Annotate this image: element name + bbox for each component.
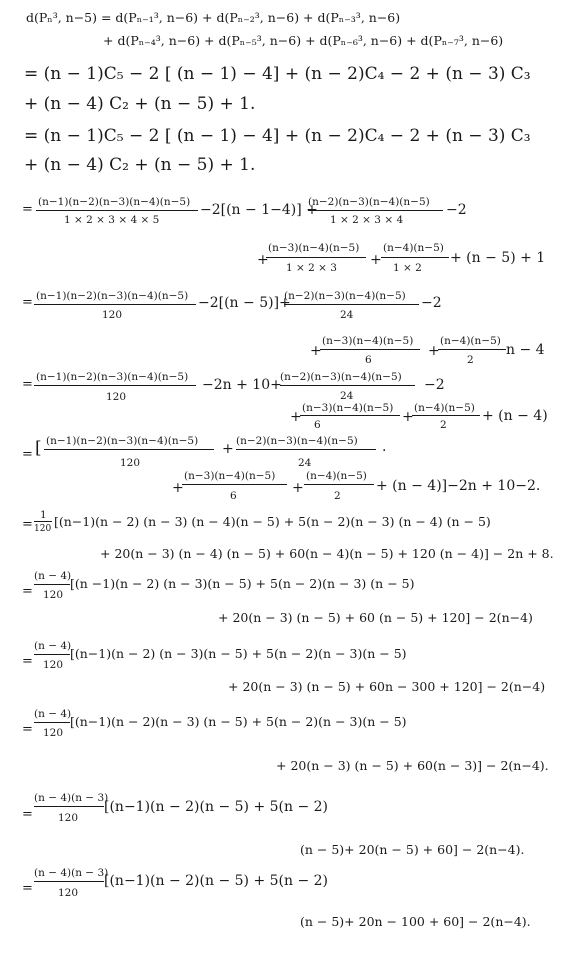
fraction [236,435,376,471]
term: −2 [421,295,442,311]
numerator: (n−4)(n−5) [383,242,444,254]
fraction [280,371,415,405]
fraction-bar [266,257,366,258]
denominator: 24 [340,390,354,402]
fraction [34,290,196,324]
numerator: (n − 4) [34,640,72,652]
fraction [34,708,70,742]
plus-sign: + [428,343,440,359]
numerator: (n−2)(n−3)(n−4)(n−5) [284,290,406,302]
fraction-bar [381,257,449,258]
denominator: 120 [120,457,141,469]
term: [(n−1)(n − 2)(n − 5) + 5(n − 2) [104,799,329,815]
fraction-bar [34,654,70,655]
fraction [34,640,70,674]
plus-sign: + [172,480,184,496]
numerator: (n − 4) [34,570,72,582]
equation-line-5: = (n − 1)C₅ − 2 [ (n − 1) − 4] + (n − 2)C₄ − 2 + (n − 3) C₃ [24,126,531,146]
numerator: (n−2)(n−3)(n−4)(n−5) [236,435,358,447]
fraction-bar [320,349,420,350]
fraction-bar [34,385,196,386]
term: −2n + 10+ [202,377,282,393]
numerator: 1 [40,509,47,521]
denominator: 6 [314,419,321,431]
numerator: (n−3)(n−4)(n−5) [184,470,276,482]
term: −2 [446,202,467,218]
term: −2[(n − 5)]+ [198,295,291,311]
fraction-bar [34,881,104,882]
fraction [34,371,196,405]
numerator: (n−1)(n−2)(n−3)(n−4)(n−5) [46,435,199,447]
fraction [266,242,366,276]
numerator: (n−1)(n−2)(n−3)(n−4)(n−5) [38,196,191,208]
term: [(n−1)(n − 2)(n − 3) (n − 5) + 5(n − 2)(n − 3)(n − 5) [70,714,407,729]
fraction [284,290,419,324]
fraction [34,867,109,901]
plus-sign: + [222,441,234,457]
fraction [34,509,52,539]
numerator: (n−2)(n−3)(n−4)(n−5) [280,371,402,383]
equation-line-4: + (n − 4) C₂ + (n − 5) + 1. [24,94,256,114]
denominator: 24 [340,309,354,321]
numerator: (n − 4) [34,708,72,720]
equals-sign: = [22,881,33,896]
denominator: 120 [43,589,64,601]
equals-sign: = [22,447,33,462]
plus-sign: + [370,252,382,268]
equals-sign: = [22,584,33,599]
term: + (n − 5) + 1 [450,250,546,266]
equation-line-1: d(Pₙ³, n−5) = d(Pₙ₋₁³, n−6) + d(Pₙ₋₂³, n−6) + d(Pₙ₋₃³, n−6) [26,10,401,25]
fraction-bar [236,449,376,450]
fraction [381,242,449,276]
plus-sign: + [292,480,304,496]
term: (n − 5)+ 20n − 100 + 60] − 2(n−4). [300,914,531,929]
plus-sign: + [257,252,269,268]
equation-line-6: + (n − 4) C₂ + (n − 5) + 1. [24,155,256,175]
term: [(n −1)(n − 2) (n − 3)(n − 5) + 5(n − 2)(n − 3) (n − 5) [70,576,415,591]
denominator: 120 [102,309,123,321]
denominator: 120 [106,391,127,403]
numerator: (n−4)(n−5) [440,335,501,347]
term: −2[(n − 1−4)] + [200,202,318,218]
numerator: (n − 4)(n − 3) [34,867,109,879]
fraction-bar [300,415,400,416]
fraction-bar [182,484,287,485]
term: [(n−1)(n − 2) (n − 3)(n − 5) + 5(n − 2)(n − 3)(n − 5) [70,646,407,661]
equals-sign: = [22,377,33,392]
equals-sign: = [22,722,33,737]
fraction [308,196,443,228]
term: [(n−1)(n − 2) (n − 3) (n − 4)(n − 5) + 5(n − 2)(n − 3) (n − 4) (n − 5) [54,514,491,529]
term: n − 4 [506,342,545,358]
denominator: 120 [58,812,79,824]
term: + (n − 4)]−2n + 10−2. [376,478,541,494]
fraction-bar [412,415,480,416]
plus-sign: + [310,343,322,359]
numerator: (n − 4)(n − 3) [34,792,109,804]
term: + 20(n − 3) (n − 5) + 60 (n − 5) + 120] − 2(n−4) [218,610,533,625]
term: + 20(n − 3) (n − 4) (n − 5) + 60(n − 4)(n − 5) + 120 (n − 4)] − 2n + 8. [100,546,554,561]
fraction-bar [284,304,419,305]
term: + 20(n − 3) (n − 5) + 60n − 300 + 120] − 2(n−4) [228,679,546,694]
equals-sign: = [22,202,33,217]
numerator: (n−4)(n−5) [414,402,475,414]
numerator: (n−3)(n−4)(n−5) [322,335,414,347]
fraction-bar [34,304,196,305]
equals-sign: = [22,807,33,822]
term: −2 [424,377,445,393]
plus-sign: + [290,409,302,425]
numerator: (n−2)(n−3)(n−4)(n−5) [308,196,430,208]
fraction-bar [304,484,374,485]
denominator: 1 × 2 × 3 × 4 × 5 [64,214,160,226]
left-bracket: [ [35,438,42,458]
fraction-bar [34,521,52,522]
fraction-bar [36,210,198,211]
term: (n − 5)+ 20(n − 5) + 60] − 2(n−4). [300,842,525,857]
fraction [34,570,70,604]
denominator: 1 × 2 [393,262,422,274]
denominator: 2 [440,419,447,431]
denominator: 6 [365,354,372,366]
numerator: (n−3)(n−4)(n−5) [268,242,360,254]
denominator: 2 [334,490,341,502]
numerator: (n−3)(n−4)(n−5) [302,402,394,414]
fraction-bar [34,584,70,585]
fraction [44,435,214,471]
fraction [438,335,506,369]
denominator: 120 [34,524,52,534]
denominator: 120 [43,659,64,671]
fraction [320,335,420,369]
equation-line-2: + d(Pₙ₋₄³, n−6) + d(Pₙ₋₅³, n−6) + d(Pₙ₋₆³, n−6) + d(Pₙ₋₇³, n−6) [103,33,504,48]
numerator: (n−4)(n−5) [306,470,367,482]
fraction [300,402,400,434]
fraction [182,470,287,504]
fraction-bar [280,385,415,386]
term: + (n − 4) [482,408,548,424]
equals-sign: = [22,654,33,669]
denominator: 120 [58,887,79,899]
denominator: 2 [467,354,474,366]
term: [(n−1)(n − 2)(n − 5) + 5(n − 2) [104,873,329,889]
numerator: (n−1)(n−2)(n−3)(n−4)(n−5) [36,290,189,302]
fraction [304,470,374,504]
fraction-bar [44,449,214,450]
fraction [36,196,198,228]
numerator: (n−1)(n−2)(n−3)(n−4)(n−5) [36,371,189,383]
denominator: 1 × 2 × 3 [286,262,337,274]
dot-symbol: · [382,443,387,459]
denominator: 24 [298,457,312,469]
fraction-bar [438,349,506,350]
fraction [34,792,109,826]
denominator: 1 × 2 × 3 × 4 [330,214,404,226]
fraction-bar [34,806,104,807]
equals-sign: = [22,295,33,310]
denominator: 120 [43,727,64,739]
denominator: 6 [230,490,237,502]
fraction [412,402,480,434]
equals-sign: = [22,517,33,532]
term: + 20(n − 3) (n − 5) + 60(n − 3)] − 2(n−4). [276,758,549,773]
fraction-bar [308,210,443,211]
fraction-bar [34,722,70,723]
equation-line-3: = (n − 1)C₅ − 2 [ (n − 1) − 4] + (n − 2)C₄ − 2 + (n − 3) C₃ [24,64,531,84]
plus-sign: + [402,409,414,425]
